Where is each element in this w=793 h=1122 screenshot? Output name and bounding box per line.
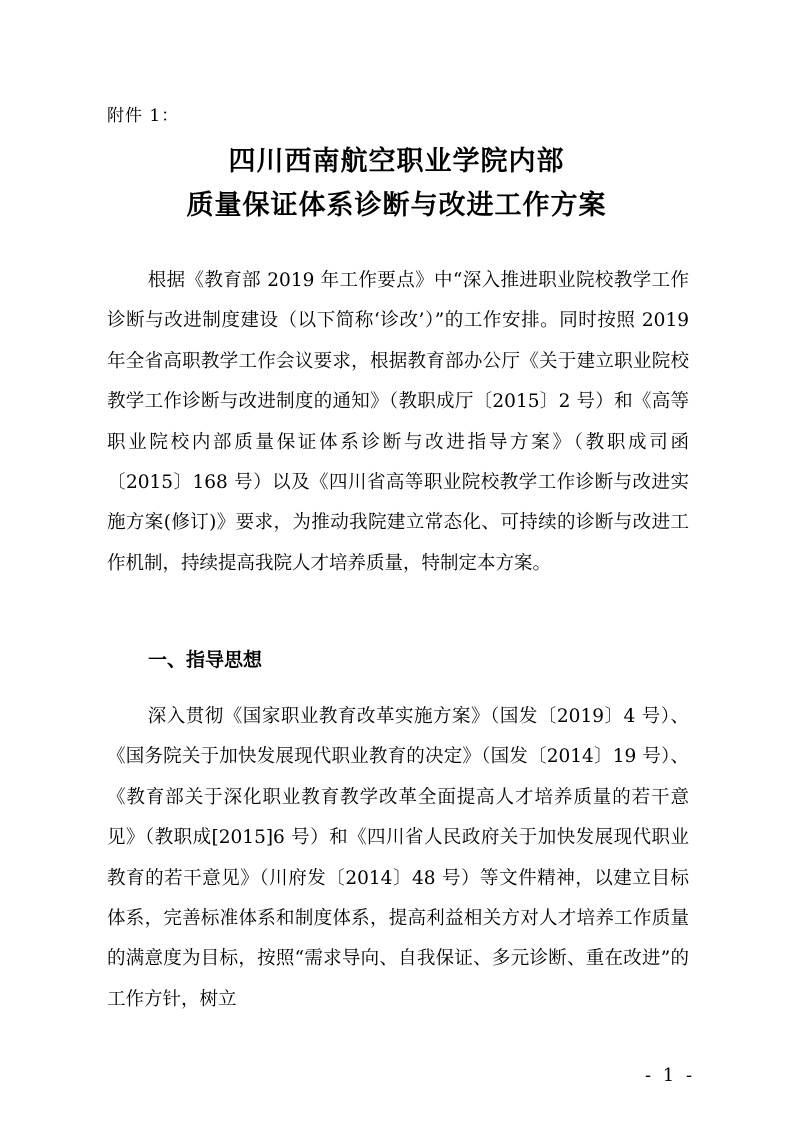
document-title-line2: 质量保证体系诊断与改进工作方案	[186, 190, 607, 221]
section-paragraph: 深入贯彻《国家职业教育改革实施方案》（国发〔2019〕4 号）、《国务院关于加快发展现代职业教育的决定》（国发〔2014〕19 号）、《教育部关于深化职业教育教学改革全面提高人才培养质量的若干意见》（教职成[2015]6 号）和《四川省人民政府关于加快发展现代职业教育的若干意见》（川府发〔2014〕48 号）等文件精神，以建立目标体系，完善标准体系和制度体系，提高利益相关方对人才培养工作质量的满意度为目标，按照“需求导向、自我保证、多元诊断、重在改进”的工作方针，树立	[107, 706, 689, 1010]
section-heading: 一、指导思想	[148, 649, 263, 671]
page-number: - 1 -	[644, 1065, 696, 1086]
intro-paragraph: 根据《教育部 2019 年工作要点》中“深入推进职业院校教学工作诊断与改进制度建设（以下简称‘诊改’）”的工作安排。同时按照 2019 年全省高职教学工作会议要求，根据教育部办公厅《关于建立职业院校教学工作诊断与改进制度的通知》（教职成厅〔2015〕2 号）和《高等职业院校内部质量保证体系诊断与改进指导方案》（教职成司函〔2015〕168 号）以及《四川省高等职业院校教学工作诊断与改进实施方案(修订)》要求，为推动我院建立常态化、可持续的诊断与改进工作机制，持续提高我院人才培养质量，特制定本方案。	[107, 270, 689, 574]
attachment-label: 附件 1：	[107, 106, 180, 126]
document-title-line1: 四川西南航空职业学院内部	[228, 146, 565, 177]
